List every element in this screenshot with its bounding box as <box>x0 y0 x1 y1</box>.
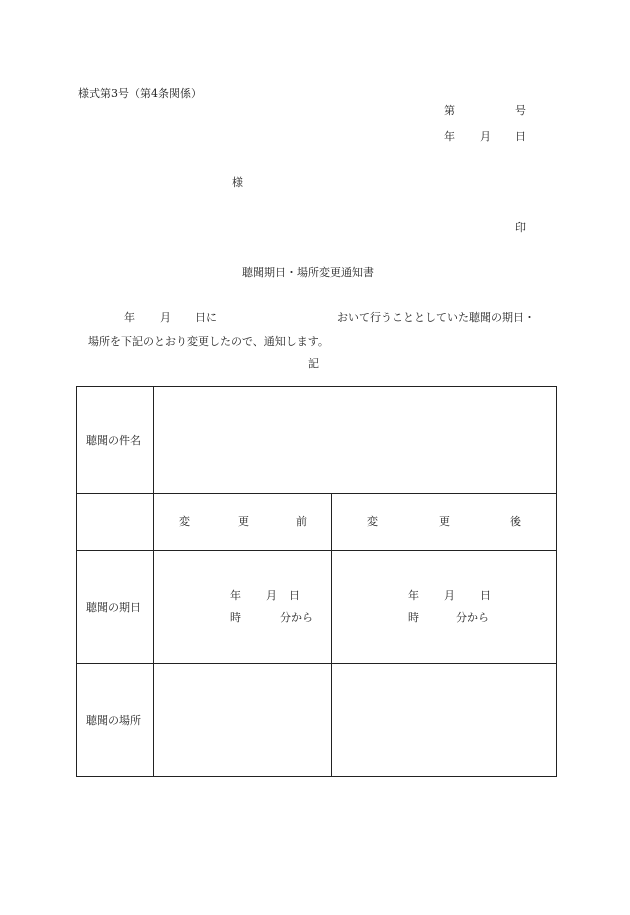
after-header <box>332 494 557 551</box>
after-char-2: 更 <box>439 515 450 528</box>
form-number: 様式第3号（第4条関係） <box>78 87 202 100</box>
after-char-1: 変 <box>367 515 378 528</box>
before-date-day: 日 <box>289 589 300 602</box>
before-header <box>154 494 332 551</box>
place-label: 聴聞の場所 <box>77 664 154 777</box>
after-date-month: 月 <box>444 589 455 602</box>
addressee-suffix: 様 <box>232 176 243 189</box>
after-date <box>332 551 557 664</box>
seal-mark: 印 <box>515 221 526 234</box>
doc-no-prefix: 第 <box>444 104 455 117</box>
after-date-day: 日 <box>480 589 491 602</box>
before-date <box>154 551 332 664</box>
before-char-2: 更 <box>238 515 249 528</box>
body-text-1: おいて行うこととしていた聴聞の期日・ <box>337 311 535 324</box>
date-month: 月 <box>480 130 491 143</box>
after-place <box>332 664 557 777</box>
header-blank <box>77 494 154 551</box>
date-row <box>77 551 557 664</box>
after-date-minute: 分から <box>456 611 489 624</box>
subject-value <box>154 387 557 494</box>
body-year: 年 <box>124 311 135 324</box>
before-date-year: 年 <box>230 589 241 602</box>
before-date-month: 月 <box>266 589 277 602</box>
body-day: 日に <box>195 311 217 324</box>
date-label: 聴聞の期日 <box>77 551 154 664</box>
header-row <box>77 494 557 551</box>
body-month: 月 <box>160 311 171 324</box>
before-char-3: 前 <box>296 515 307 528</box>
date-year: 年 <box>444 130 455 143</box>
after-date-hour: 時 <box>408 611 419 624</box>
before-char-1: 変 <box>179 515 190 528</box>
change-table <box>76 386 557 777</box>
body-line-2: 場所を下記のとおり変更したので、通知します。 <box>88 335 329 348</box>
subject-label: 聴聞の件名 <box>77 387 154 494</box>
before-date-minute: 分から <box>280 611 313 624</box>
after-date-year: 年 <box>408 589 419 602</box>
before-place <box>154 664 332 777</box>
place-row <box>77 664 557 777</box>
document-title: 聴聞期日・場所変更通知書 <box>242 266 374 279</box>
ki-heading: 記 <box>308 357 319 370</box>
date-day: 日 <box>515 130 526 143</box>
before-date-hour: 時 <box>230 611 241 624</box>
after-char-3: 後 <box>510 515 521 528</box>
subject-row <box>77 387 557 494</box>
doc-no-suffix: 号 <box>515 104 526 117</box>
